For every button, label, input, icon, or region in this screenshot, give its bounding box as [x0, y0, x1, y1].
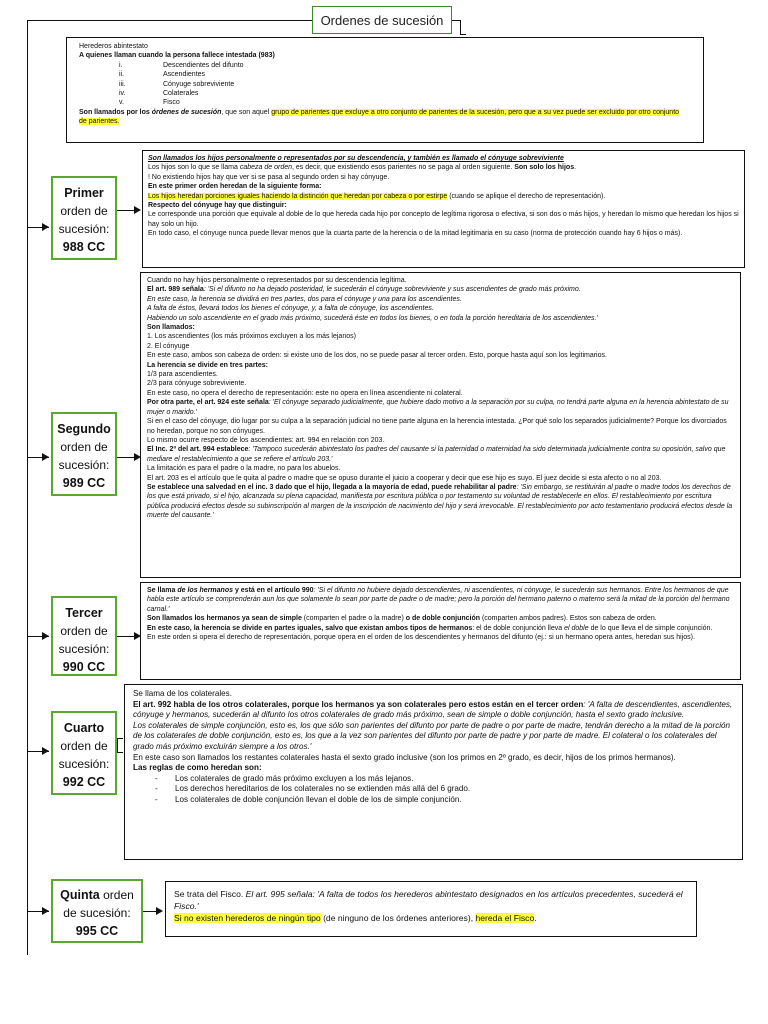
order-box-tercer: Tercer orden de sucesión: 990 CC [51, 596, 117, 676]
page-title: Ordenes de sucesión [312, 6, 452, 34]
connector-title-bottom [460, 34, 466, 35]
arrow-icon [134, 206, 141, 214]
connector-top [27, 20, 312, 21]
heirs-list [79, 61, 703, 108]
cuarto-box: Se llama de los colaterales. El art. 992 habla de los otros colaterales, porque los hermanos ya son colaterales pero estos están en el tercer orden: 'A falta de descendientes, ascendientes, cónyuge y hermanos, sucederán al difunto los otros colaterales de grado más próximo, sean de simple o doble conjunción, hasta el sexto grado inclusive. Los colaterales de simple conjunción, esto es, los que sólo son parientes del difunto por parte de padre o por parte de madre, tendrán derecho a la mitad de la porción de los colaterales de doble conjunción, esto es, los que a la vez son parientes del difunto por parte de padre y por parte de madre. El colateral o los colaterales del grado más próximo excluirán siempre a los otros.' En este caso son llamados los restantes colaterales hasta el sexto grado inclusive (son los primos en 2º grado, es decir, hijos de los primos hermanos). Las reglas de como heredan son: - Los colaterales de grado más próximo excluyen a los más lejanos. - Los derechos hereditarios de los colaterales no se extienden más allá del 6 grado. - Los colaterales de doble conjunción llevan el doble de los de simple conjunción. [124, 684, 743, 860]
arrow-icon [156, 907, 163, 915]
rules-list [133, 774, 734, 806]
quinta-box: Se trata del Fisco. El art. 995 señala: 'A falta de todos los herederos abintestato designados en los artículos precedentes, sucederá el Fisco.' Si no existen herederos de ningún tipo (de ninguno de los órdenes anteriores), hereda el Fisco. [165, 881, 697, 937]
list-item: - Los colaterales de grado más próximo excluyen a los más lejanos. [155, 774, 734, 785]
arrow-icon [42, 223, 49, 231]
connector-title-right [452, 20, 460, 21]
order-box-quinta: Quinta orden de sucesión: 995 CC [51, 879, 143, 943]
list-item: iii. Cónyuge sobreviviente [119, 80, 235, 88]
connector-title-down [460, 20, 461, 34]
list-item: - Los colaterales de doble conjunción llevan el doble de los de simple conjunción. [155, 795, 734, 806]
list-item: v. Fisco [119, 99, 180, 107]
segundo-box: Cuando no hay hijos personalmente o representados por su descendencia legítima. El art. 989 señala: 'Si el difunto no ha dejado posteridad, le sucederán el cónyuge sobreviviente y sus ascendientes de grado más próximo. En este caso, la herencia se dividirá en tres partes, dos para el cónyuge y una para los ascendientes. A falta de éstos, llevará todos los bienes el cónyuge, y, a falta de cónyuge, los ascendientes. Habiendo un solo ascendiente en el grado más próximo, sucederá éste en todos los bienes, o en toda la porción hereditaria de los ascendientes.' Son llamados: 1. Los ascendientes (los más próximos excluyen a los más lejanos) 2. El cónyuge En este caso, ambos son cabeza de orden: si existe uno de los dos, no se puede pasar al tercer orden. Esto, porque hasta aquí son los legitimarios. La herencia se divide en tres partes: 1/3 para ascendientes. 2/3 para cónyuge sobreviviente. En este caso, no opera el derecho de representación: este no opera en línea ascendiente ni colateral. Por otra parte, el art. 924 este señala: 'El cónyuge separado judicialmente, que hubiere dado motivo a la separación por su culpa, no tendrá parte alguna en la herencia abintestato de su mujer o marido.' Si en el caso del cónyuge, dio lugar por su culpa a la separación judicial no tiene parte alguna en la herencia intestada. ¿Por qué solo los separados judicialmente? Porque los divorciados no heredan, porque no son cónyuges. Lo mismo ocurre respecto de los ascendientes: art. 994 en relación con 203. El Inc. 2º del art. 994 establece: 'Tampoco sucederán abintestato los padres del causante si la paternidad o maternidad ha sido determinada judicialmente contra su oposición, salvo que mediare el restablecimiento a que se refiere el artículo 203.' La limitación es para el padre o la madre, no para los abuelos. El art. 203 es el artículo que le quita al padre o madre que se opuso durante el juicio a cooperar y decir que ese hijo es suyo. El juez decide si esta afecto o no al 203. Se establece una salvedad en el inc. 3 dado que el hijo, llegada a la mayoría de edad, puede rehabilitar al padre: 'Sin embargo, se restituirán al padre o madre todos los derechos de los que está privado, si el hijo, alcanzada su plena capacidad, manifiesta por escritura pública o por testamento su voluntad de restablecerle en ellos. El restablecimiento por escritura pública producirá efectos desde su subinscripción al margen de la inscripción de nacimiento del hijo y será irrevocable. El restablecimiento por acto testamentario producirá efectos desde la muerte del causante.' [140, 272, 741, 578]
intro-box [66, 37, 704, 143]
list-item: iv. Colaterales [119, 90, 199, 98]
intro-heading: Herederos abintestato [79, 43, 148, 50]
list-item: ii. Ascendientes [119, 71, 206, 79]
order-box-segundo: Segundo orden de sucesión: 989 CC [51, 412, 117, 496]
arrow-icon [42, 907, 49, 915]
order-box-cuarto: Cuarto orden de sucesión: 992 CC [51, 711, 117, 795]
arrow-icon [42, 632, 49, 640]
connector-trunk [27, 20, 28, 955]
intro-definition: Son llamados por los órdenes de sucesión, que son aquel grupo de parientes que excluye a otro conjunto de parientes de la sucesión, pero que a su vez puede ser excluido por otro conjunto de parientes. [79, 108, 680, 126]
intro-question: A quienes llaman cuando la persona fallece intestada (983) [79, 52, 275, 60]
arrow-icon [42, 747, 49, 755]
tercer-box: Se llama de los hermanos y está en el artículo 990: 'Si el difunto no hubiere dejado descendientes, ni ascendientes, ni cónyuge, le sucederán sus hermanos. Entre los hermanos de que habla este artículo se comprenderán aun los que solamente lo sean por parte de padre o de madre; pero la porción del hermano paterno o materno será la mitad de la porción del hermano carnal.' Son llamados los hermanos ya sean de simple (comparten el padre o la madre) o de doble conjunción (comparten ambos padres). Estos son cabeza de orden. En este caso, la herencia se divide en partes iguales, salvo que existan ambos tipos de hermanos: el de doble conjunción lleva el doble de lo que lleva el de simple conjunción. En este orden si opera el derecho de representación, porque opera en el orden de los descendientes y hermanos del difunto (ej.: si un hermano opera antes, heredan sus hijos). [140, 582, 741, 680]
list-item: i. Descendientes del difunto [119, 61, 244, 69]
arrow-icon [42, 453, 49, 461]
list-item: - Los derechos hereditarios de los colaterales no se extienden más allá del 6 grado. [155, 784, 734, 795]
primer-box: Son llamados los hijos personalmente o representados por su descendencia, y también es llamado el cónyuge sobreviviente Los hijos son lo que se llama cabeza de orden, es decir, que existiendo esos parientes no se paga al orden siguiente. Son solo los hijos. ! No existiendo hijos hay que ver si se pasa al segundo orden si hay cónyuge. En este primer orden heredan de la siguiente forma: Los hijos heredan porciones iguales haciendo la distinción que heredan por cabeza o por estirpe (cuando se aplique el derecho de representación). Respecto del cónyuge hay que distinguir: Le corresponde una porción que equivale al doble de lo que hereda cada hijo por concepto de legítima rigorosa o efectiva, si son dos o más hijos, y heredan lo mismo que heredan los hijos si hay solo un hijo. En todo caso, el cónyuge nunca puede llevar menos que la cuarta parte de la herencia o de la mitad legitimaria en su caso (norma de protección cuando hay 6 hijos o más). [142, 150, 745, 268]
order-box-primer: Primer orden de sucesión: 988 CC [51, 176, 117, 260]
